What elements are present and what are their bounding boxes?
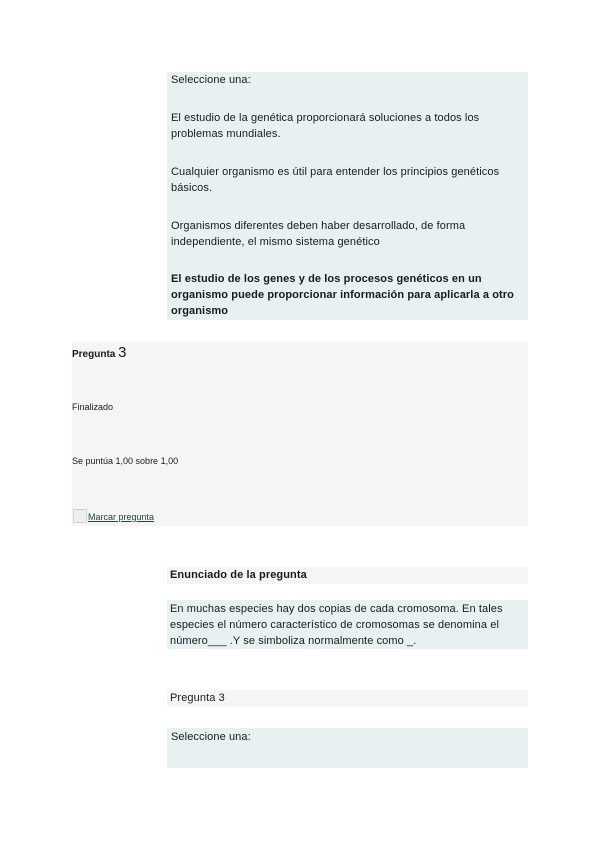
question-status: Finalizado	[72, 402, 114, 412]
select-prompt: Seleccione una:	[171, 74, 251, 86]
question-score: Se puntúa 1,00 sobre 1,00	[72, 456, 179, 466]
question-info-panel	[72, 342, 528, 526]
question-heading	[72, 344, 126, 364]
statement-heading: Enunciado de la pregunta	[170, 569, 307, 581]
flag-question-link[interactable]: Marcar pregunta	[88, 512, 155, 522]
question-number: 3	[118, 344, 127, 361]
flag-checkbox-icon[interactable]	[73, 509, 87, 523]
answer-option-4-selected[interactable]: El estudio de los genes y de los procesos genéticos en un organismo puede proporcionar información para aplicarla a otro organismo	[171, 273, 514, 317]
question-label: Pregunta	[72, 349, 116, 360]
statement-text: En muchas especies hay dos copias de cada cromosoma. En tales especies el número característico de cromosomas se denomina el número___ .Y se simboliza normalmente como _.	[170, 603, 503, 647]
select-prompt-2: Seleccione una:	[171, 731, 251, 743]
question-sub-label: Pregunta 3	[170, 692, 225, 704]
flag-question[interactable]	[73, 509, 154, 523]
answer-option-1[interactable]: El estudio de la genética proporcionará soluciones a todos los problemas mundiales.	[171, 112, 480, 140]
answer-option-3[interactable]: Organismos diferentes deben haber desarrollado, de forma independiente, el mismo sistema genético	[171, 220, 466, 248]
answer-option-2[interactable]: Cualquier organismo es útil para entender los principios genéticos básicos.	[171, 166, 500, 194]
